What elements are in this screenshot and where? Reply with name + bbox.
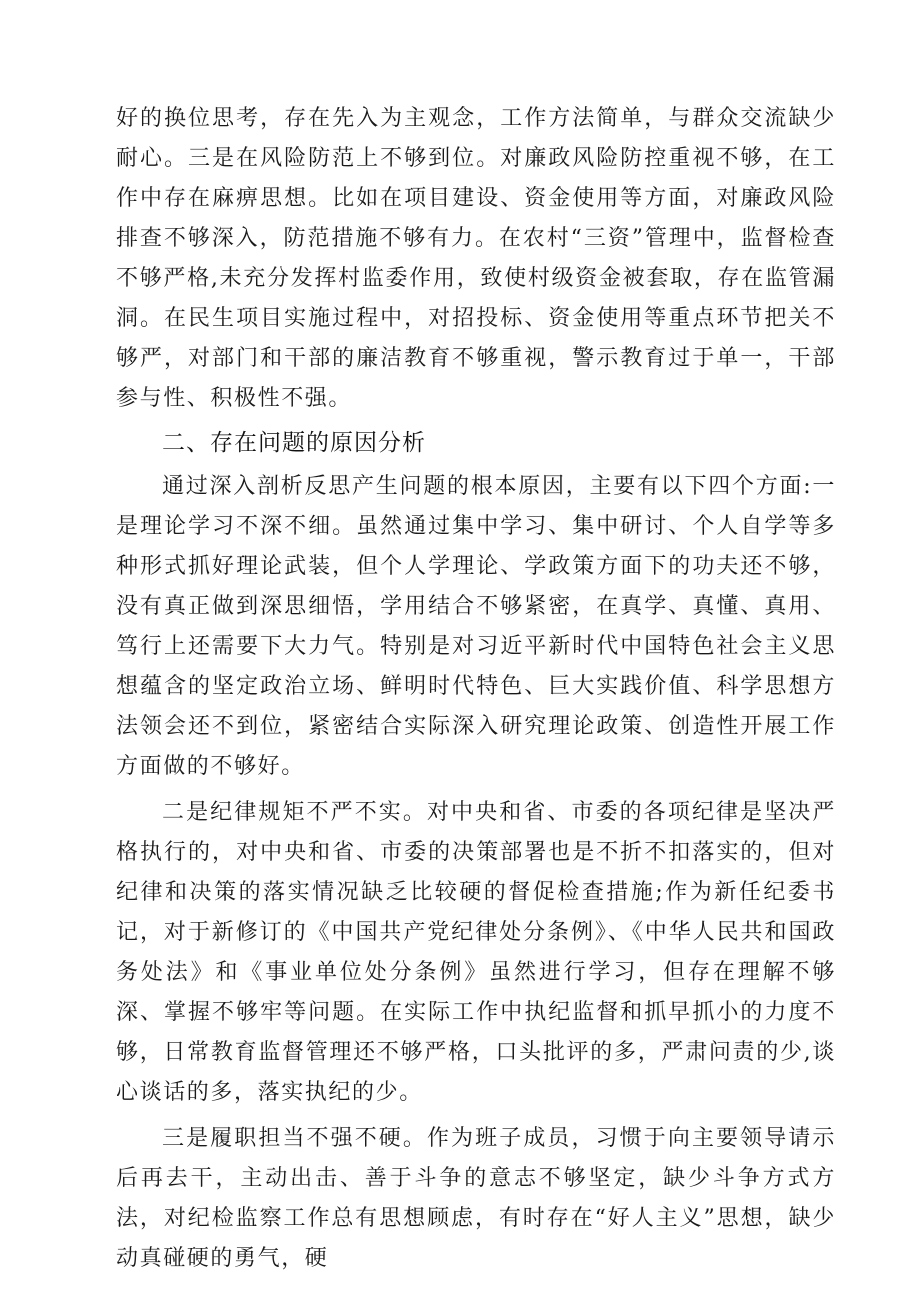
document-body	[116, 99, 836, 1279]
paragraph-cause-analysis-intro: 通过深入剖析反思产生问题的根本原因，主要有以下四个方面:一是理论学习不深不细。虽然通过集中学习、集中研讨、个人自学等多种形式抓好理论武装，但个人学理论、学政策方面下的功夫还不够，没有真正做到深思细悟，学用结合不够紧密，在真学、真懂、真用、笃行上还需要下大力气。特别是对习近平新时代中国特色社会主义思想蕴含的坚定政治立场、鲜明时代特色、巨大实践价值、科学思想方法领会还不到位，紧密结合实际深入研究理论政策、创造性开展工作方面做的不够好。	[116, 474, 836, 779]
continued-paragraph: 好的换位思考，存在先入为主观念，工作方法简单，与群众交流缺少耐心。三是在风险防范上不够到位。对廉政风险防控重视不够，在工作中存在麻痹思想。比如在项目建设、资金使用等方面，对廉政风险排查不够深入，防范措施不够有力。在农村“三资”管理中，监督检查不够严格,未充分发挥村监委作用，致使村级资金被套取，存在监管漏洞。在民生项目实施过程中，对招投标、资金使用等重点环节把关不够严，对部门和干部的廉洁教育不够重视，警示教育过于单一，干部参与性、积极性不强。	[116, 106, 836, 411]
paragraph-responsibility: 三是履职担当不强不硬。作为班子成员，习惯于向主要领导请示后再去干，主动出击、善于斗争的意志不够坚定，缺少斗争方式方法，对纪检监察工作总有思想顾虑，有时存在“好人主义”思想，缺少动真碰硬的勇气，硬	[116, 1126, 836, 1271]
paragraph-discipline: 二是纪律规矩不严不实。对中央和省、市委的各项纪律是坚决严格执行的，对中央和省、市委的决策部署也是不折不扣落实的，但对纪律和决策的落实情况缺乏比较硬的督促检查措施;作为新任纪委书记，对于新修订的《中国共产党纪律处分条例》、《中华人民共和国政务处法》和《事业单位处分条例》虽然进行学习，但存在理解不够深、掌握不够牢等问题。在实际工作中执纪监督和抓早抓小的力度不够，日常教育监督管理还不够严格，口头批评的多，严肃问责的少,谈心谈话的多，落实执纪的少。	[116, 800, 836, 1105]
section-heading: 二、存在问题的原因分析	[162, 430, 426, 456]
